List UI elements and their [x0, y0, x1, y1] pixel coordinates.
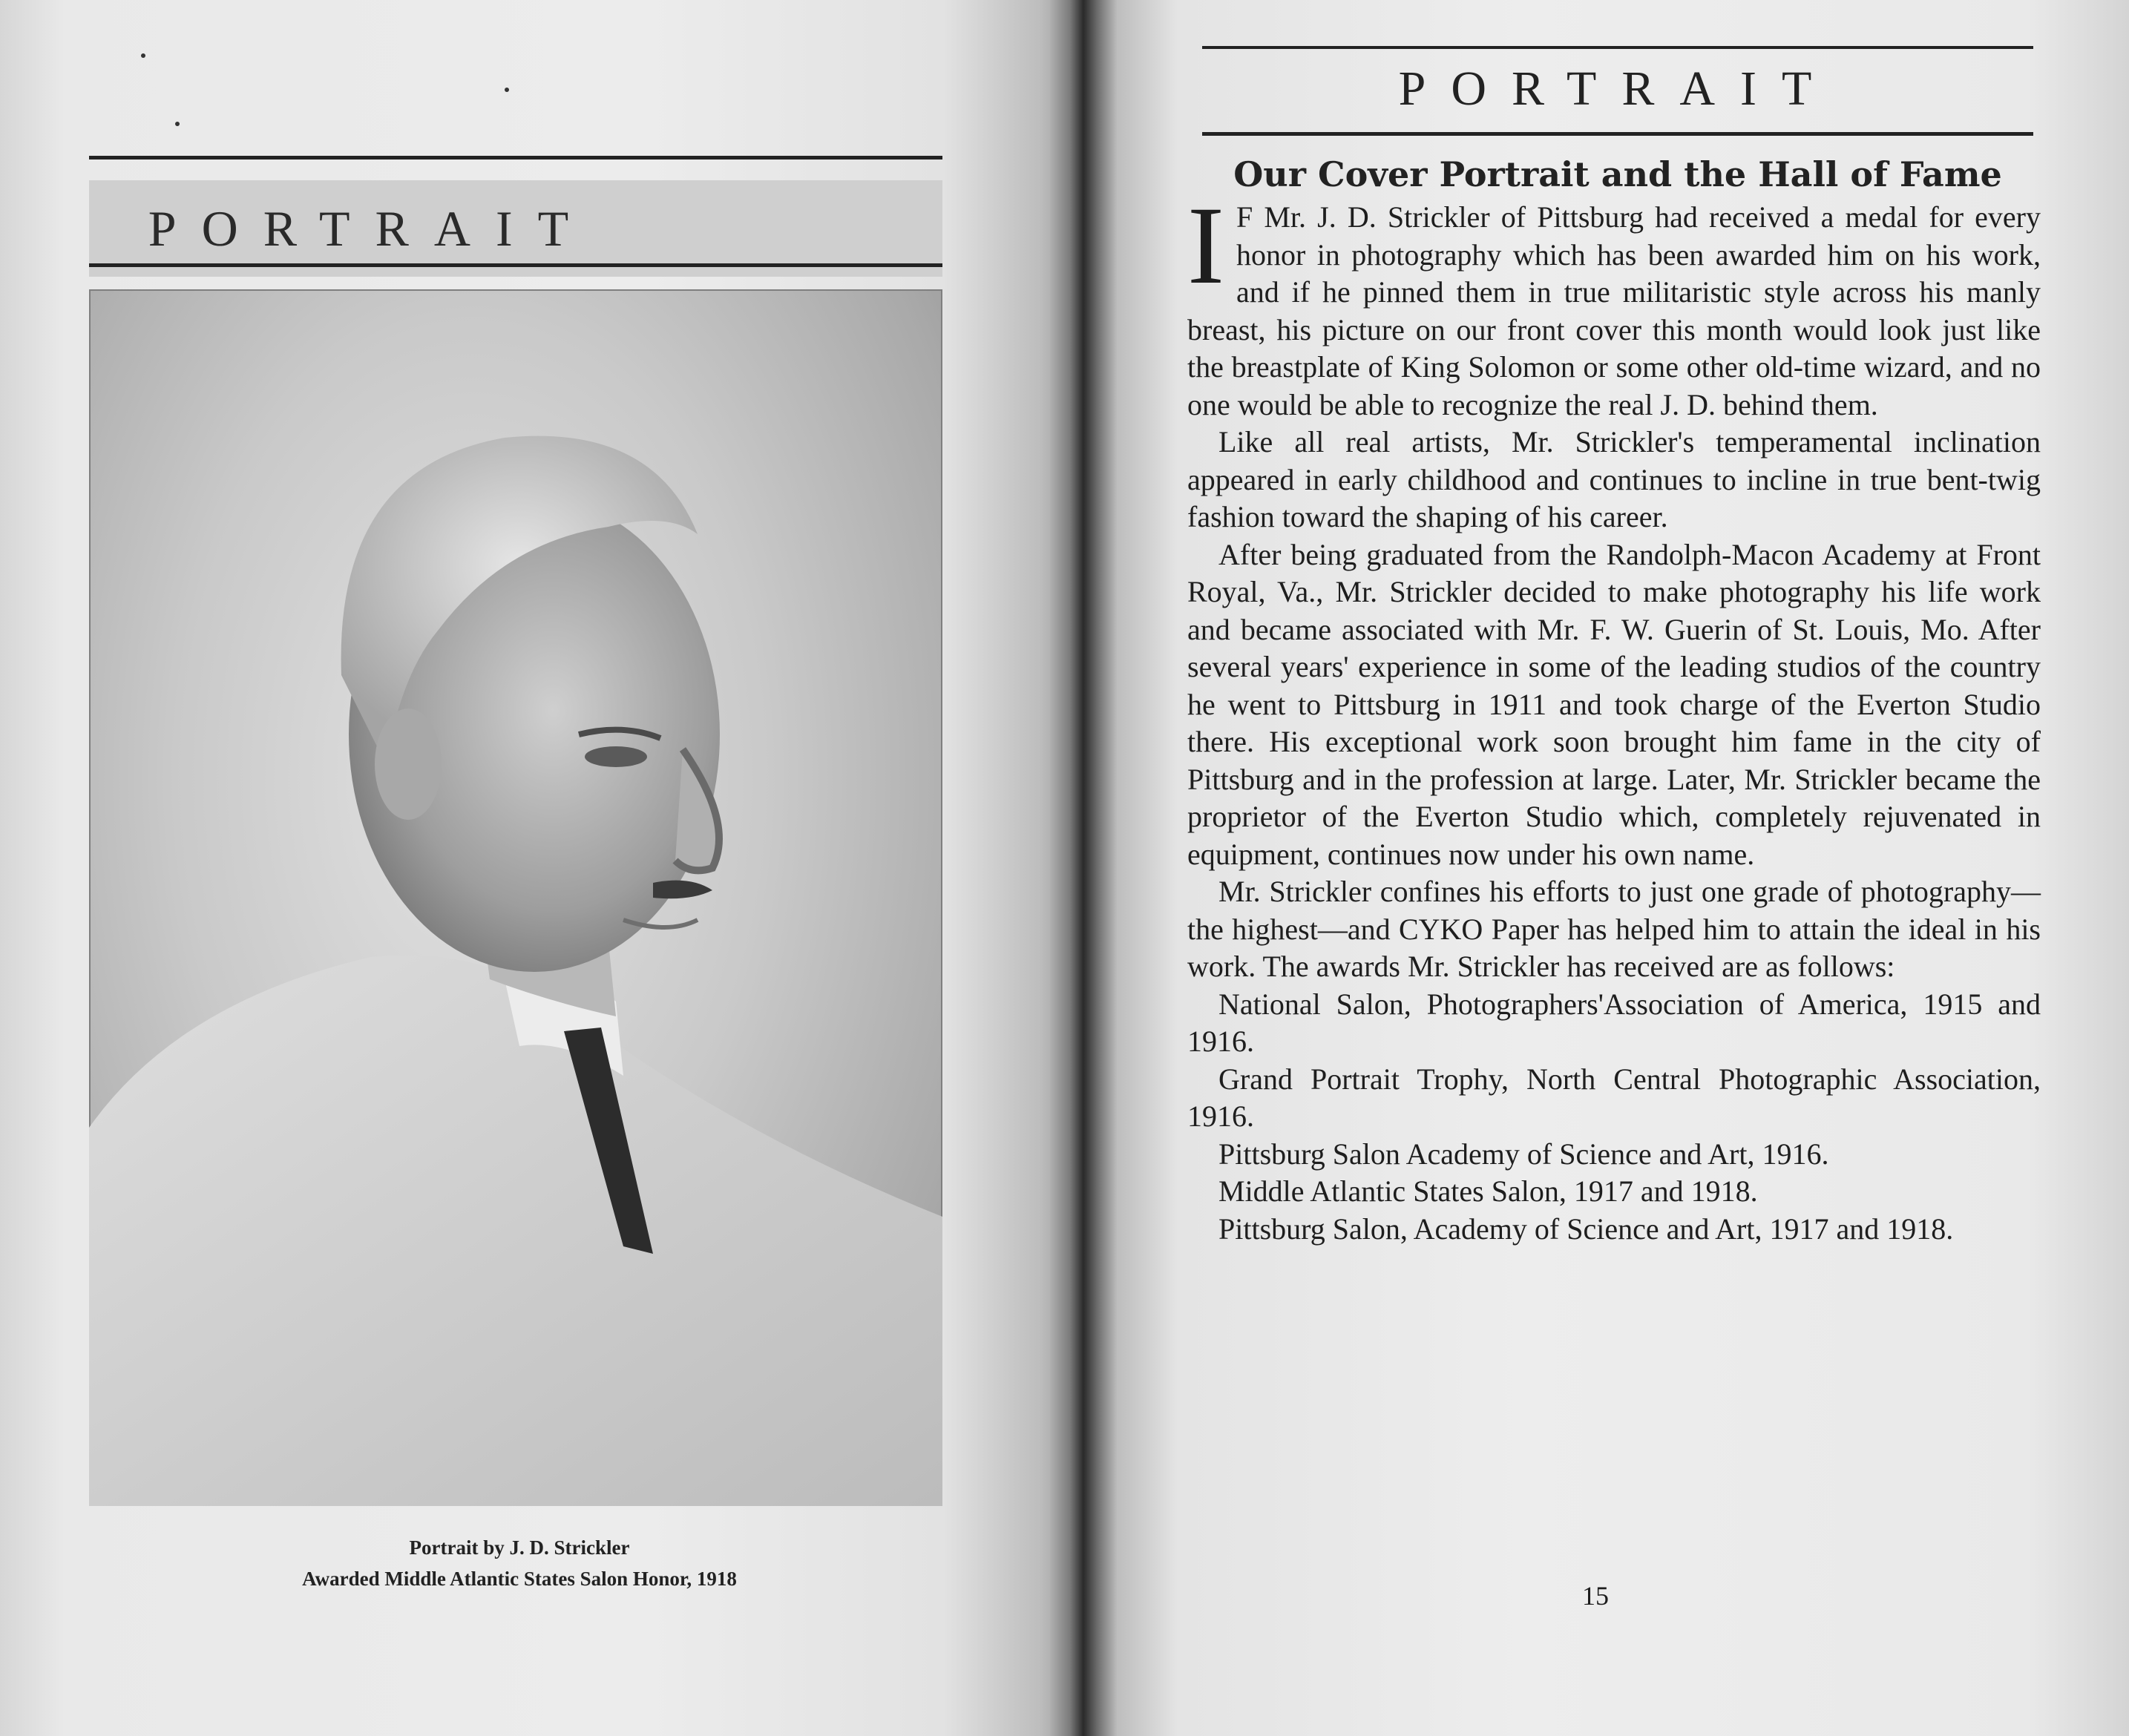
- award-item: National Salon, Photographers'Association of America, 1915 and 1916.: [1187, 987, 2041, 1058]
- portrait-caption-line1: Portrait by J. D. Strickler: [409, 1536, 630, 1559]
- article-paragraph: Like all real artists, Mr. Strickler's temperamental inclination appeared in early childhood and continues to incline in true bent-twig fashion toward the shaping of his career.: [1187, 425, 2041, 533]
- page-number: 15: [1582, 1581, 1609, 1611]
- article-paragraph: After being graduated from the Randolph-Macon Academy at Front Royal, Va., Mr. Strickler decided to make photography his life work and became associated with Mr. F. W. Guerin of St. Louis, Mo. After several years' experience in some of the leading studios of the country he went to Pittsburg in 1911 and took charge of the Everton Studio there. His exceptional work soon brought him fame in the city of Pittsburg and in the profession at large. Later, Mr. Strickler became the proprietor of the Everton Studio which, completely rejuvenated in equipment, continues now under his own name.: [1187, 537, 2041, 871]
- dust-speck: [505, 88, 509, 92]
- portrait-photograph: [89, 289, 942, 1506]
- awards-list: [1187, 986, 2041, 1249]
- header-band: [89, 180, 942, 277]
- paragraph-text: F Mr. J. D. Strickler of Pittsburg had received a medal for every honor in photography which has been awarded him on his work, and if he pinned them in true militaristic style across his manly breast, his picture on our front cover this month would look just like the breastplate of King Solomon or some other old-time wizard, and no one would be able to recognize the real J. D. behind them.: [1187, 200, 2041, 421]
- book-gutter: [1050, 0, 1117, 1736]
- dust-speck: [175, 122, 180, 126]
- right-page-title: PORTRAIT: [1398, 62, 1837, 116]
- left-page-title: PORTRAIT: [148, 200, 594, 257]
- header-rule-top: [89, 156, 942, 160]
- portrait-caption-line2: Awarded Middle Atlantic States Salon Honor, 1918: [302, 1568, 737, 1590]
- header-rule-bottom: [1202, 132, 2033, 136]
- article-paragraph: [1187, 184, 2041, 424]
- dust-speck: [141, 53, 145, 58]
- award-item: Grand Portrait Trophy, North Central Photographic Association, 1916.: [1187, 1062, 2041, 1133]
- article-paragraph: Mr. Strickler confines his efforts to just one grade of photography—the highest—and CYKO Paper has helped him to attain the ideal in his work. The awards Mr. Strickler has received are as follows:: [1187, 875, 2041, 983]
- left-page-header: [89, 156, 942, 277]
- award-item: Pittsburg Salon, Academy of Science and Art, 1917 and 1918.: [1218, 1211, 1954, 1246]
- award-item: Pittsburg Salon Academy of Science and Art, 1916.: [1218, 1137, 1829, 1171]
- article-body: [1187, 184, 2041, 1248]
- header-rule-top: [1202, 46, 2033, 49]
- award-item: Middle Atlantic States Salon, 1917 and 1918.: [1218, 1174, 1758, 1208]
- article-headline: Our Cover Portrait and the Hall of Fame: [1233, 154, 2002, 194]
- drop-cap: I: [1187, 184, 1224, 307]
- header-rule-bottom: [89, 263, 942, 267]
- portrait-illustration: [89, 289, 942, 1506]
